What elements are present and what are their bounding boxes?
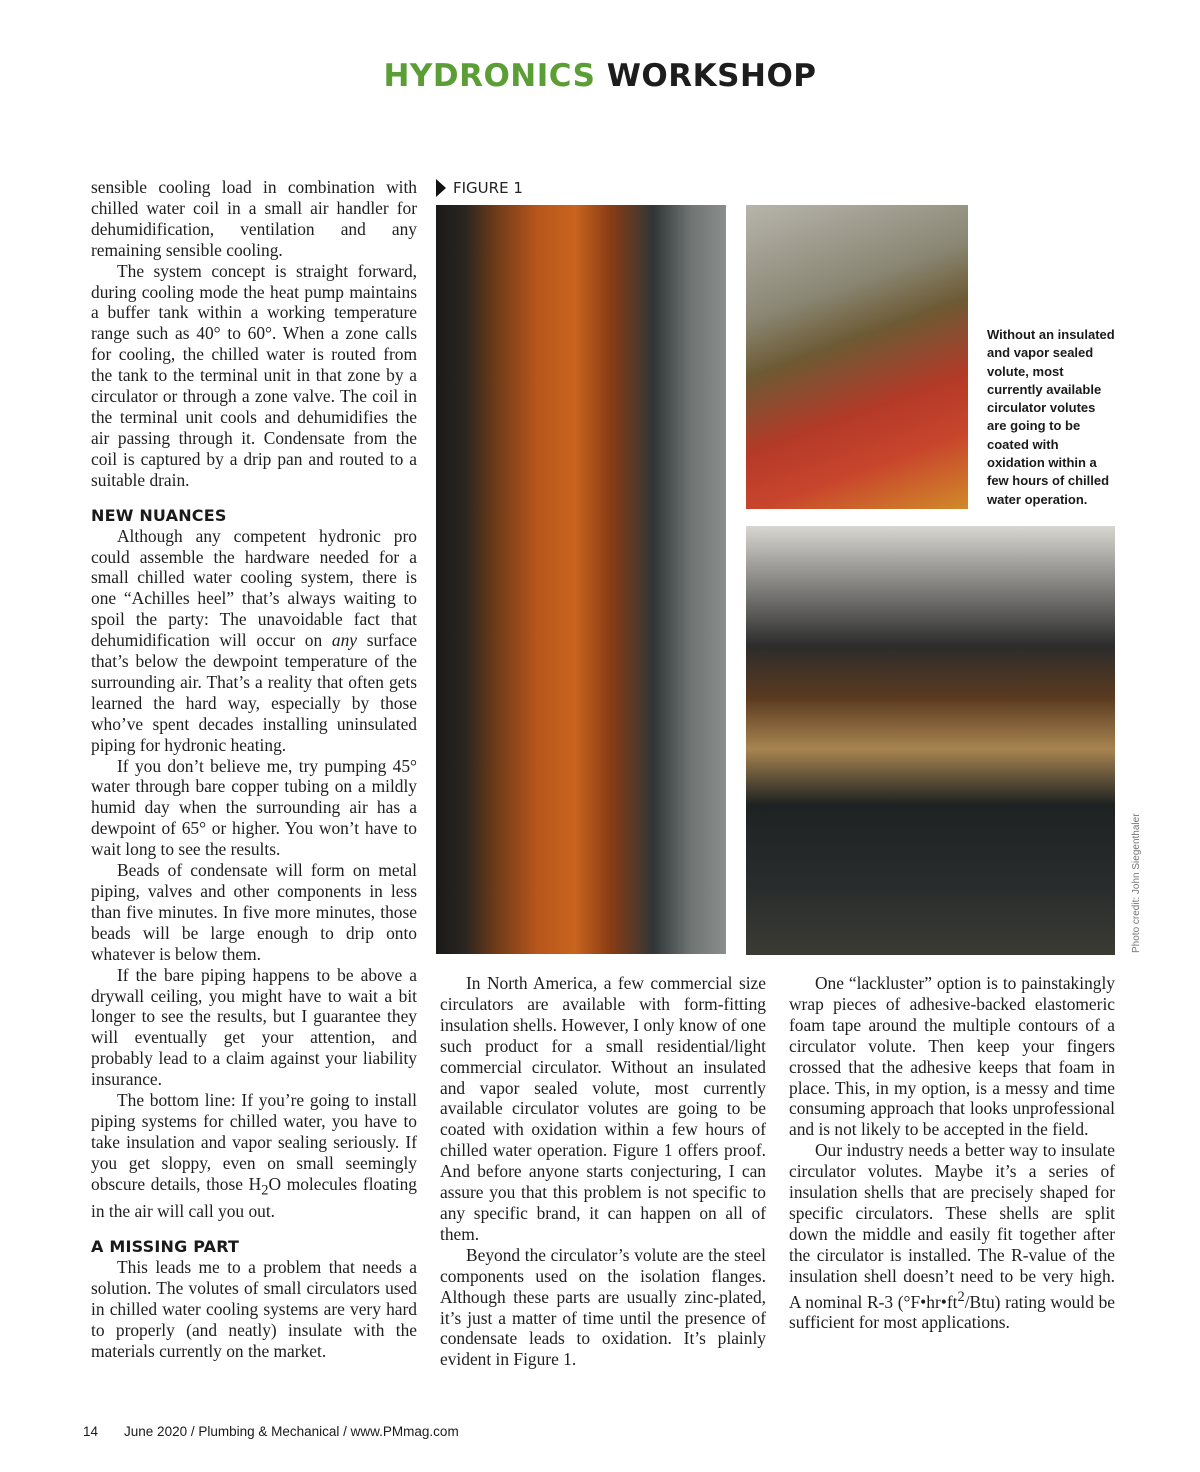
triangle-marker-icon — [436, 179, 446, 197]
page-footer — [83, 1424, 459, 1439]
section-header — [0, 58, 1200, 94]
figure-label: FIGURE 1 — [436, 179, 523, 197]
header-hydronics: HYDRONICS — [383, 58, 596, 94]
paragraph: Beads of condensate will form on metal piping, valves and other components in less than five minutes. In five more minutes, those beads will be large enough to drip onto whatever is below them. — [91, 860, 417, 964]
paragraph: In North America, a few commercial size circulators are available with form-fitting insulation shells. However, I only know of one such product for a small residential/light commercial circulator. Without an insulated and vapor sealed volute, most currently available circulator volutes are going to be coated with oxidation within a few hours of chilled water operation. Figure 1 offers proof. And before anyone starts conjecturing, I can assure you that this problem is not specific to any specific brand, it can happen on all of them. — [440, 973, 766, 1244]
paragraph: sensible cooling load in combination with chilled water coil in a small air handler for dehumidification, ventilation and any remaining sensible cooling. — [91, 177, 417, 260]
photo-credit: Photo credit: John Siegenthaler — [1131, 813, 1142, 953]
photo-corroded-isolation-flange — [746, 526, 1115, 955]
photo-rusted-circulator-flange — [436, 205, 726, 954]
photo-oxidized-volute-closeup — [746, 205, 968, 509]
paragraph: The bottom line: If you’re going to install piping systems for chilled water, you have to take insulation and vapor sealing seriously. If you get sloppy, even on small seemingly obscure details, those $H_2O$ molecules floating in the air will call you out. — [91, 1090, 417, 1222]
header-workshop: WORKSHOP — [606, 58, 817, 94]
paragraph: Although any competent hydronic pro could assemble the hardware needed for a small chilled water cooling system, there is one “Achilles heel” that’s always waiting to spoil the party: The unavoidable fact that dehumidification will occur on any surface that’s below the dewpoint temperature of the surrounding air. That’s a reality that often gets learned the hard way, especially by those who’ve spent decades installing uninsulated piping for hydronic heating. — [91, 525, 417, 755]
article-column-3 — [789, 973, 1115, 1333]
figure-caption: Without an insulated and vapor sealed volute, most currently available circulator volutes are going to be coated with oxidation within a few hours of chilled water operation. — [987, 327, 1115, 507]
paragraph: One “lackluster” option is to painstakingly wrap pieces of adhesive-backed elastomeric foam tape around the multiple contours of a circulator volute. Then keep your fingers crossed that the adhesive keeps that foam in place. This, in my option, is a messy and time consuming approach that looks unprofessional and is not likely to be accepted in the field. — [789, 973, 1115, 1140]
paragraph: If the bare piping happens to be above a drywall ceiling, you might have to wait a bit longer to see the results, but I guarantee they will eventually get your attention, and probably lead to a claim against your liability insurance. — [91, 964, 417, 1090]
subhead-new-nuances: NEW NUANCES — [91, 505, 227, 525]
footer-publication: June 2020 / Plumbing & Mechanical / www.PMmag.com — [124, 1424, 459, 1439]
article-column-1 — [91, 177, 417, 1362]
article-column-2 — [440, 973, 766, 1370]
page-number: 14 — [83, 1424, 99, 1439]
paragraph: Our industry needs a better way to insulate circulator volutes. Maybe it’s a series of insulation shells that are precisely shaped for specific circulators. These shells are split down the middle and easily fit together after the circulator is installed. The R-value of the insulation shell doesn’t need to be very high. A nominal R-3 $(^\circ F•hr•ft^2/Btu)$ rating would be sufficient for most applications. — [789, 1140, 1115, 1333]
paragraph: Beyond the circulator’s volute are the steel components used on the isolation flanges. Although these parts are usually zinc-plated, it’s just a matter of time until the presence of condensate leads to oxidation. It’s plainly evident in Figure 1. — [440, 1244, 766, 1370]
subhead-a-missing-part: A MISSING PART — [91, 1236, 240, 1256]
paragraph: If you don’t believe me, try pumping 45° water through bare copper tubing on a mildly humid day when the surrounding air has a dewpoint of 65° or higher. You won’t have to wait long to see the results. — [91, 755, 417, 860]
paragraph: The system concept is straight forward, during cooling mode the heat pump maintains a buffer tank within a working temperature range such as 40° to 60°. When a zone calls for cooling, the chilled water is routed from the tank to the terminal unit in that zone by a circulator or through a zone valve. The coil in the terminal unit cools and dehumidifies the air passing through it. Condensate from the coil is captured by a drip pan and routed to a suitable drain. — [91, 260, 417, 490]
paragraph: This leads me to a problem that needs a solution. The volutes of small circulators used in chilled water cooling systems are very hard to properly (and neatly) insulate with the materials currently on the market. — [91, 1256, 417, 1361]
